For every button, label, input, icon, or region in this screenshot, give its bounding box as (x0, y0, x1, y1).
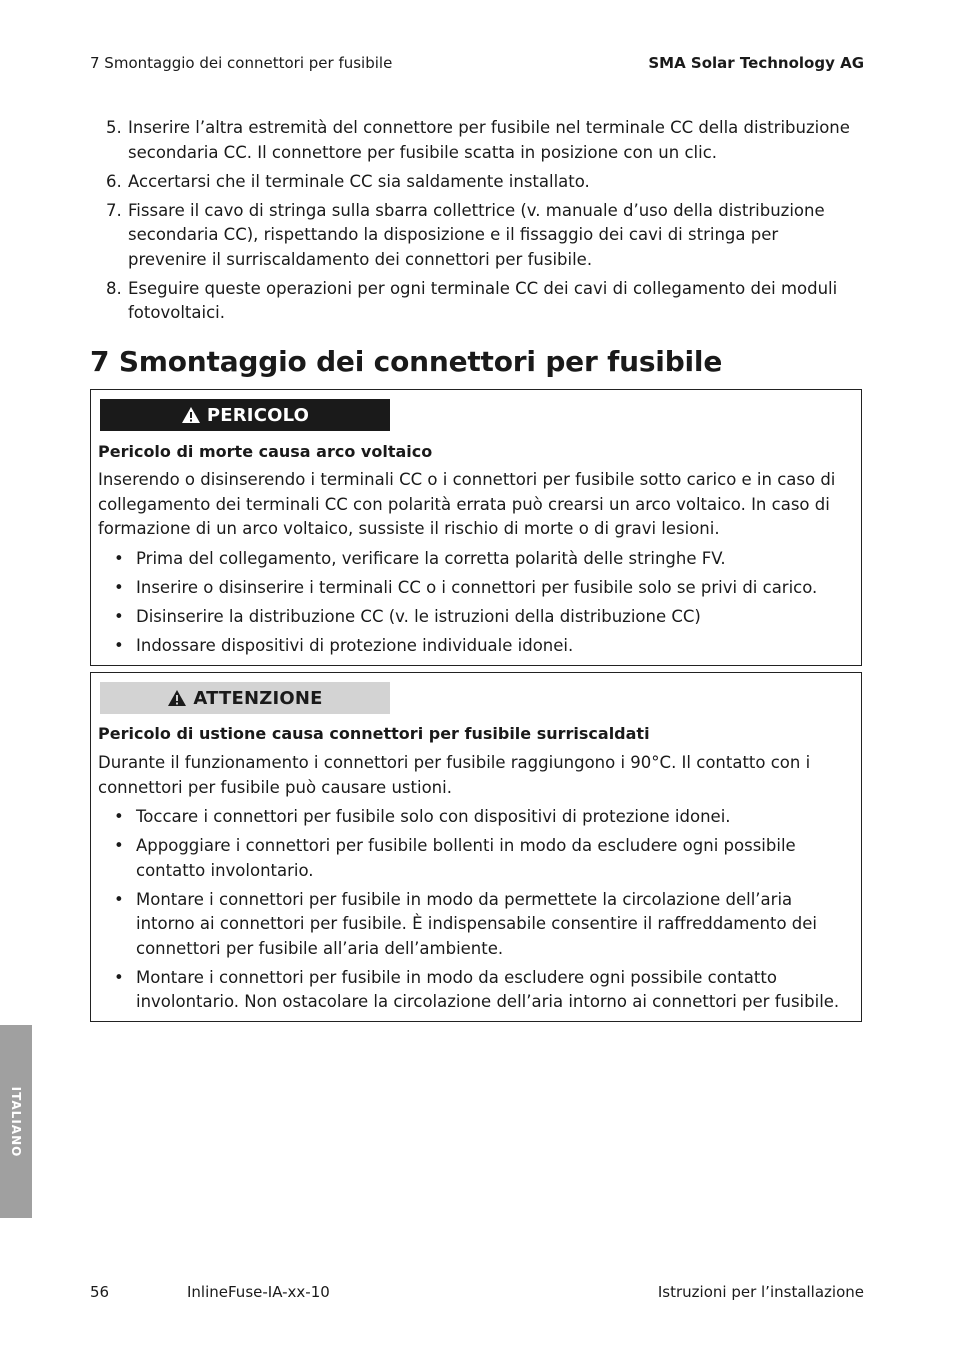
header-chapter: 7 Smontaggio dei connettori per fusibile (90, 54, 393, 72)
danger-title: Pericolo di morte causa arco voltaico (98, 442, 433, 461)
step-text: Accertarsi che il terminale CC sia saldamente installato. (128, 171, 590, 191)
step-number: 8. (106, 278, 122, 298)
danger-text: Inserendo o disinserendo i terminali CC o i connettori per fusibile sotto carico e in caso di collegamento dei terminali CC con polarità errata può crearsi un arco voltaico. In caso di formazione di un arco voltaico, sussiste il rischio di morte o di gravi lesioni. (98, 470, 836, 538)
warning-triangle-icon (181, 406, 201, 424)
caution-title: Pericolo di ustione causa connettori per fusibile surriscaldati (98, 724, 650, 743)
caution-bullets (98, 805, 854, 1019)
caution-label: ATTENZIONE (193, 687, 323, 709)
step-number: 6. (106, 171, 122, 191)
step-text: Inserire l’altra estremità del connettore per fusibile nel terminale CC della distribuzione secondaria CC. Il connettore per fusibile scatta in posizione con un clic. (128, 118, 850, 162)
page-number: 56 (90, 1283, 110, 1301)
caution-text: Durante il funzionamento i connettori per fusibile raggiungono i 90°C. Il contatto con i connettori per fusibile può causare ustioni. (98, 753, 811, 797)
danger-badge (100, 399, 390, 431)
step-number: 7. (106, 200, 122, 220)
language-label: ITALIANO (9, 1086, 23, 1157)
danger-label: PERICOLO (206, 404, 310, 426)
step-text: Eseguire queste operazioni per ogni terminale CC dei cavi di collegamento dei moduli fotovoltaici. (128, 278, 838, 322)
list-item: • Montare i connettori per fusibile in modo da permettete la circolazione dell’aria intorno ai connettori per fusibile. È indispensabile consentire il raffreddamento dei connettori per fusibile all’aria dell’ambiente. (98, 888, 854, 962)
caution-notice (90, 672, 862, 1022)
header-company: SMA Solar Technology AG (648, 54, 864, 72)
footer-doc-title: Istruzioni per l’installazione (657, 1283, 864, 1301)
list-item: • Toccare i connettori per fusibile solo con dispositivi di protezione idonei. (98, 805, 854, 830)
list-item: • Prima del collegamento, verificare la corretta polarità delle stringhe FV. (98, 547, 854, 572)
step-item (90, 170, 850, 195)
footer-model: InlineFuse-IA-xx-10 (187, 1283, 330, 1301)
list-item: • Appoggiare i connettori per fusibile bollenti in modo da escludere ogni possibile contatto involontario. (98, 834, 854, 883)
list-item: • Inserire o disinserire i terminali CC o i connettori per fusibile solo se privi di carico. (98, 576, 854, 601)
step-item (90, 277, 850, 326)
step-item (90, 199, 850, 273)
caution-badge (100, 682, 390, 714)
section-title: 7 Smontaggio dei connettori per fusibile (90, 345, 723, 378)
list-item: • Disinserire la distribuzione CC (v. le istruzioni della distribuzione CC) (98, 605, 854, 630)
danger-notice (90, 389, 862, 666)
step-number: 5. (106, 118, 122, 137)
step-item (90, 116, 850, 165)
list-item: • Indossare dispositivi di protezione individuale idonei. (98, 634, 854, 659)
list-item: • Montare i connettori per fusibile in modo da escludere ogni possibile contatto involontario. Non ostacolare la circolazione dell’aria intorno ai connettori per fusibile. (98, 966, 854, 1015)
danger-bullets (98, 547, 854, 663)
step-text: Fissare il cavo di stringa sulla sbarra collettrice (v. manuale d’uso della distribuzione secondaria CC), rispettando la disposizione e il fissaggio dei cavi di stringa per prevenire il surriscaldamento dei connettori per fusibile. (128, 200, 825, 269)
warning-triangle-icon (167, 689, 187, 707)
language-side-tab (0, 1025, 32, 1218)
steps-list (90, 116, 850, 330)
